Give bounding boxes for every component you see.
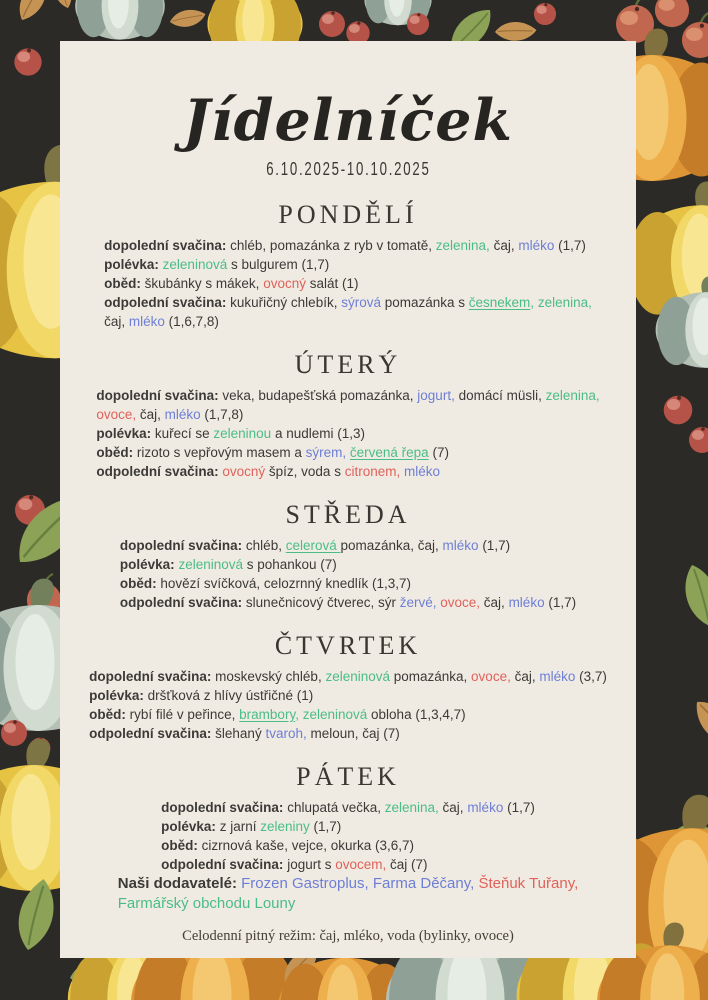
menu-text-segment: brambory xyxy=(239,706,296,722)
menu-text-segment: ovoce, xyxy=(440,594,481,610)
day-heading: PONDĚLÍ xyxy=(278,199,418,229)
menu-text-segment: slunečnicový čtverec, sýr xyxy=(242,594,400,610)
menu-line xyxy=(96,424,599,443)
menu-line xyxy=(161,817,535,836)
day-heading: ÚTERÝ xyxy=(294,349,402,379)
menu-line xyxy=(89,705,607,724)
menu-line xyxy=(120,574,576,593)
menu-text-segment: zelenina, xyxy=(384,799,439,815)
menu-text-segment: (1,7) xyxy=(478,537,511,553)
menu-text-segment: obloha (1,3,4,7) xyxy=(367,706,466,722)
menu-text-segment: hovězí svíčková, celozrnný knedlík (1,3,7) xyxy=(156,575,412,591)
menu-text-segment: čaj, xyxy=(510,668,540,684)
day-heading: STŘEDA xyxy=(285,499,411,529)
menu-text-segment: salát (1) xyxy=(305,275,359,291)
menu-text-segment: polévka: xyxy=(104,256,159,272)
menu-line xyxy=(120,555,576,574)
menu-text-segment: čaj, xyxy=(104,313,129,329)
menu-text-segment: (1,7,8) xyxy=(200,406,244,422)
menu-line xyxy=(161,798,535,817)
menu-text-segment: polévka: xyxy=(89,687,144,703)
menu-text-segment: sýrová xyxy=(341,294,381,310)
menu-text-segment: pomazánka, čaj, xyxy=(340,537,443,553)
menu-text-segment: sýrem, xyxy=(305,444,347,460)
menu-text-segment: čaj, xyxy=(438,799,468,815)
menu-text-segment: Šteňuk Tuřany, xyxy=(478,874,579,892)
menu-text-segment: dopolední svačina: xyxy=(89,668,212,684)
menu-line xyxy=(96,386,599,405)
day-lines xyxy=(104,236,592,331)
menu-text-segment: (1,7) xyxy=(544,594,577,610)
menu-text-segment: zelenina, xyxy=(537,294,592,310)
menu-text-segment: zeleninová xyxy=(302,706,368,722)
menu-text-segment: ovocem, xyxy=(335,856,387,872)
menu-line xyxy=(120,536,576,555)
menu-text-segment: polévka: xyxy=(96,425,152,441)
menu-text-segment: mléko xyxy=(467,799,504,815)
menu-text-segment: špíz, voda s xyxy=(265,463,345,479)
menu-text-segment: celerová xyxy=(285,537,341,553)
menu-line xyxy=(89,667,607,686)
menu-text-segment: ovocný xyxy=(263,275,306,291)
menu-line xyxy=(89,686,607,705)
menu-text-segment: čaj (7) xyxy=(386,856,428,872)
menu-text-segment: ovocný xyxy=(222,463,266,479)
menu-line xyxy=(104,236,592,255)
menu-line xyxy=(89,724,607,743)
menu-text-segment: odpolední svačina: xyxy=(104,294,227,310)
menu-text-segment: z jarní xyxy=(215,818,261,834)
menu-text-segment: čaj, xyxy=(480,594,509,610)
menu-text-segment: (1,7) xyxy=(309,818,342,834)
menu-text-segment: tvaroh, xyxy=(265,725,307,741)
menu-text-segment: zelenina, xyxy=(545,387,600,403)
menu-days xyxy=(68,178,628,874)
day-heading: PÁTEK xyxy=(296,761,400,791)
menu-line xyxy=(104,274,592,293)
page-title: Jídelníček xyxy=(183,87,513,154)
menu-text-segment: Farma Děčany, xyxy=(372,874,475,892)
menu-text-segment: zeleniny xyxy=(260,818,310,834)
menu-text-segment: oběd: xyxy=(119,575,157,591)
menu-text-segment: Farmářský obchodu Louny xyxy=(117,894,296,912)
menu-line xyxy=(104,255,592,274)
menu-line xyxy=(96,405,599,424)
menu-line xyxy=(118,894,579,914)
menu-text-segment: a nudlemi (1,3) xyxy=(271,425,365,441)
menu-text-segment: odpolední svačina: xyxy=(119,594,243,610)
menu-text-segment: polévka: xyxy=(161,818,216,834)
menu-text-segment: dopolední svačina: xyxy=(104,237,227,253)
menu-text-segment: odpolední svačina: xyxy=(161,856,284,872)
day-section xyxy=(68,500,628,612)
menu-text-segment: (7) xyxy=(428,444,449,460)
menu-line xyxy=(120,593,576,612)
menu-text-segment: zeleninová xyxy=(162,256,228,272)
menu-text-segment: kukuřičný chlebík, xyxy=(226,294,342,310)
menu-line xyxy=(104,293,592,312)
menu-line xyxy=(118,874,579,894)
menu-text-segment: meloun, čaj (7) xyxy=(306,725,400,741)
menu-text-segment: chlupatá večka, xyxy=(283,799,385,815)
menu-line xyxy=(161,836,535,855)
day-section xyxy=(68,762,628,874)
menu-line xyxy=(104,312,592,331)
menu-text-segment: zeleninová xyxy=(325,668,390,684)
menu-text-segment: Naši dodavatelé: xyxy=(117,874,237,892)
menu-text-segment: červená řepa xyxy=(349,444,429,460)
day-section xyxy=(68,631,628,743)
menu-text-segment: kuřecí se xyxy=(151,425,214,441)
menu-text-segment: oběd: xyxy=(104,275,141,291)
menu-text-segment: dopolední svačina: xyxy=(96,387,219,403)
suppliers-block xyxy=(118,874,579,914)
menu-line xyxy=(96,462,599,481)
menu-text-segment: mléko xyxy=(518,237,555,253)
day-lines xyxy=(96,386,599,481)
menu-text-segment: citronem, xyxy=(344,463,401,479)
menu-text-segment: dopolední svačina: xyxy=(119,537,243,553)
menu-text-segment: , xyxy=(530,294,535,310)
menu-text-segment: chléb, xyxy=(242,537,286,553)
menu-text-segment: zeleninová xyxy=(178,556,243,572)
menu-text-segment: škubánky s mákek, xyxy=(140,275,264,291)
menu-text-segment: (1,7) xyxy=(554,237,586,253)
menu-text-segment: zeleninou xyxy=(213,425,272,441)
menu-text-segment: oběd: xyxy=(89,706,126,722)
menu-text-segment: (3,7) xyxy=(575,668,607,684)
day-lines xyxy=(120,536,576,612)
menu-text-segment: (1,7) xyxy=(503,799,535,815)
menu-line xyxy=(161,855,535,874)
menu-text-segment: mléko xyxy=(404,463,441,479)
menu-text-segment: oběd: xyxy=(161,837,198,853)
menu-text-segment: odpolední svačina: xyxy=(96,463,219,479)
menu-text-segment: žervé, xyxy=(399,594,437,610)
menu-text-segment: dopolední svačina: xyxy=(161,799,284,815)
menu-text-segment: dršťková z hlívy ústřičné (1) xyxy=(143,687,314,703)
menu-text-segment: česnekem xyxy=(468,294,531,310)
menu-text-segment: rybí filé v peřince, xyxy=(125,706,240,722)
date-range: 6.10.2025-10.10.2025 xyxy=(265,158,431,180)
menu-text-segment: veka, budapešťská pomazánka, xyxy=(218,387,418,403)
menu-text-segment: s pohankou (7) xyxy=(242,556,337,572)
drink-regime-note: Celodenní pitný režim: čaj, mléko, voda (bylinky, ovoce) xyxy=(182,927,514,944)
menu-text-segment: čaj, xyxy=(136,406,165,422)
menu-text-segment: pomazánka, xyxy=(390,668,472,684)
menu-text-segment: moskevský chléb, xyxy=(211,668,326,684)
menu-text-segment: odpolední svačina: xyxy=(89,725,212,741)
menu-text-segment: zelenina, xyxy=(435,237,490,253)
menu-text-segment: domácí müsli, xyxy=(454,387,546,403)
day-heading: ČTVRTEK xyxy=(274,630,422,660)
day-section xyxy=(68,200,628,331)
menu-text-segment: polévka: xyxy=(119,556,175,572)
menu-text-segment: mléko xyxy=(508,594,545,610)
menu-text-segment: oběd: xyxy=(96,444,134,460)
menu-line xyxy=(96,443,599,462)
menu-text-segment: mléko xyxy=(539,668,576,684)
menu-text-segment: cizrnová kaše, vejce, okurka (3,6,7) xyxy=(197,837,414,853)
menu-text-segment: jogurt, xyxy=(417,387,455,403)
menu-text-segment: mléko xyxy=(442,537,479,553)
menu-text-segment: , xyxy=(295,706,299,722)
day-section xyxy=(68,350,628,481)
menu-text-segment: pomazánka s xyxy=(380,294,469,310)
menu-text-segment: chléb, pomazánka z ryb v tomatě, xyxy=(226,237,436,253)
menu-text-segment: ovoce, xyxy=(96,406,137,422)
menu-text-segment: s bulgurem (1,7) xyxy=(227,256,330,272)
menu-text-segment: mléko xyxy=(164,406,201,422)
menu-text-segment: (1,6,7,8) xyxy=(164,313,219,329)
menu-text-segment: mléko xyxy=(128,313,165,329)
menu-text-segment: rizoto s vepřovým masem a xyxy=(133,444,306,460)
day-lines xyxy=(161,798,535,874)
menu-text-segment: Frozen Gastroplus, xyxy=(241,874,369,892)
menu-text-segment: ovoce, xyxy=(471,668,511,684)
menu-card xyxy=(60,41,636,958)
menu-text-segment: jogurt s xyxy=(283,856,336,872)
day-lines xyxy=(89,667,607,743)
menu-text-segment: šlehaný xyxy=(211,725,266,741)
menu-text-segment: čaj, xyxy=(489,237,519,253)
